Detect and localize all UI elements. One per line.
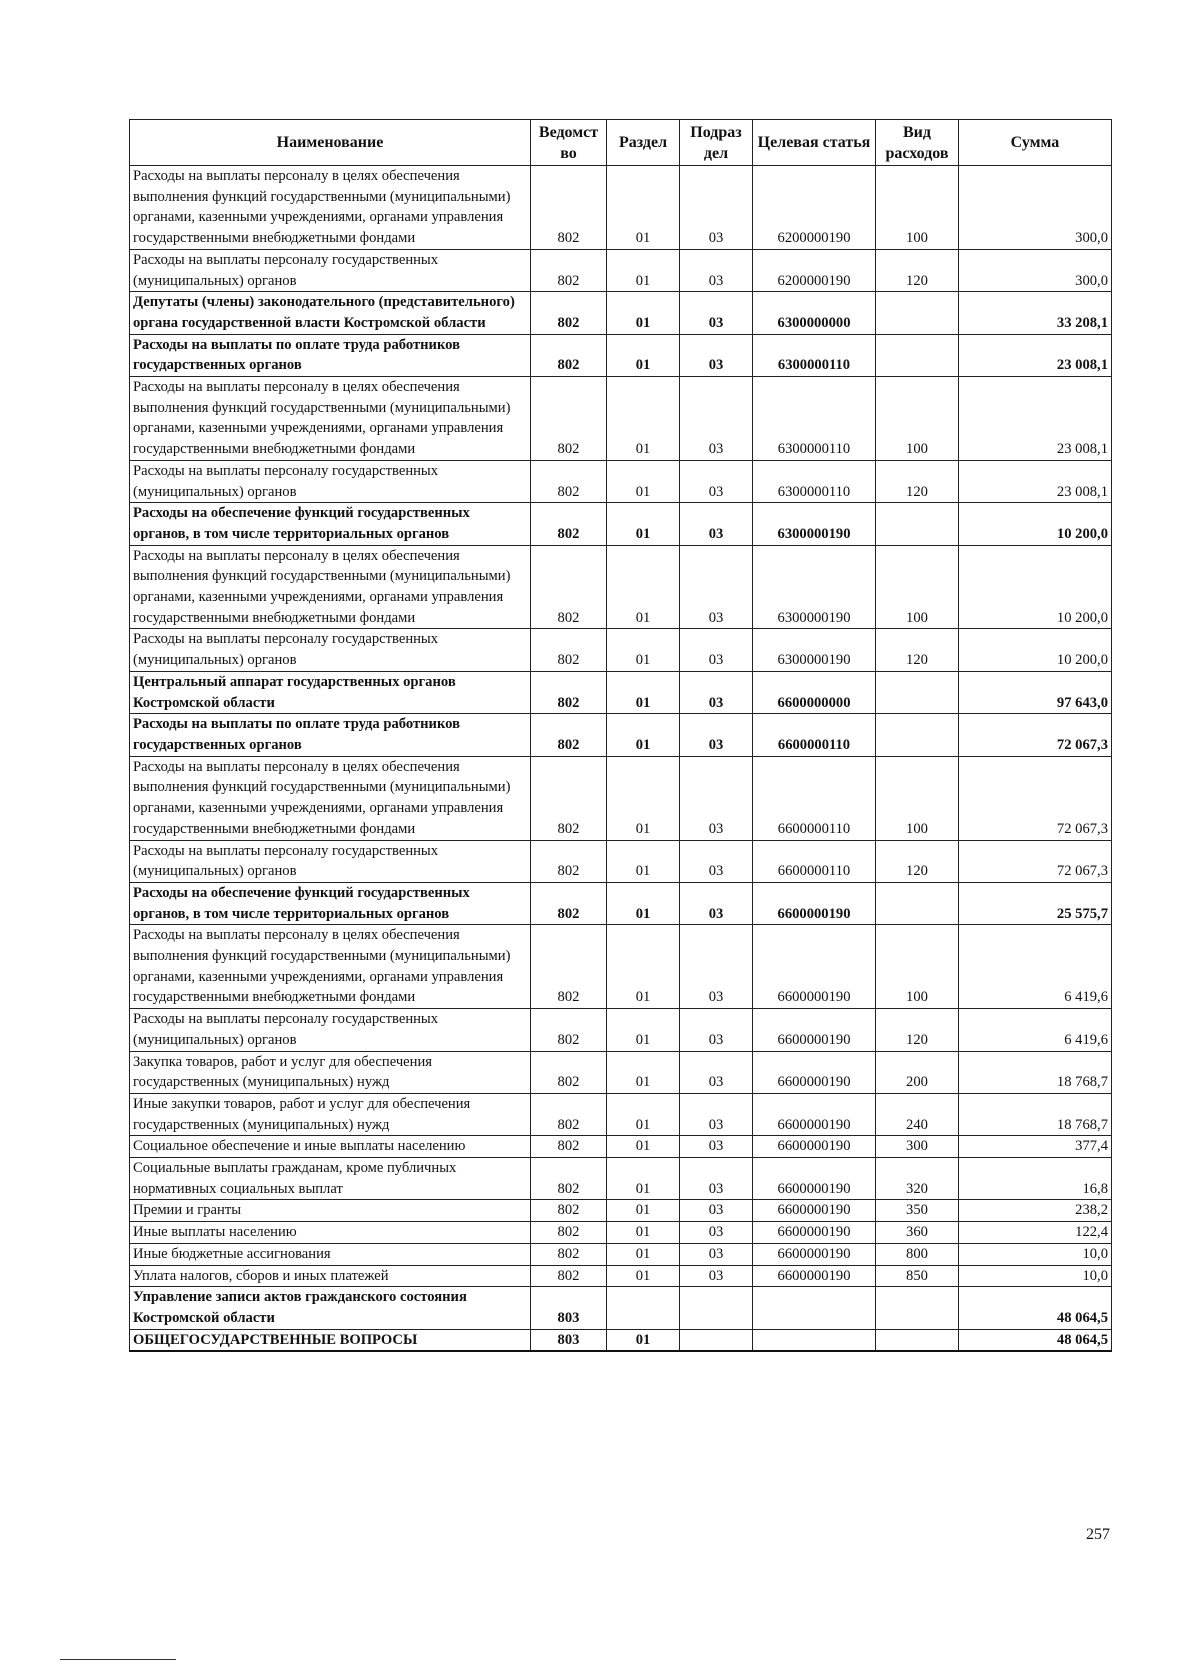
table-row	[130, 925, 1112, 1009]
cell-razdel: 01	[607, 1093, 680, 1135]
cell-vedomstvo: 802	[531, 714, 607, 756]
cell-celevaya-statya: 6600000190	[753, 1243, 876, 1265]
header-razdel: Раздел	[607, 120, 680, 166]
cell-name: Расходы на выплаты персоналу в целях обеспечения выполнения функций государственными (муниципальными) органами, казенными учреждениями, органами управления государственными внебюджетными фондами	[130, 545, 531, 629]
cell-vid-rashodov: 850	[876, 1265, 959, 1287]
cell-vedomstvo: 802	[531, 1136, 607, 1158]
cell-podrazdel: 03	[680, 882, 753, 924]
cell-summa: 18 768,7	[959, 1051, 1112, 1093]
cell-podrazdel: 03	[680, 1265, 753, 1287]
footnote-rule	[60, 1659, 176, 1660]
cell-celevaya-statya: 6300000110	[753, 460, 876, 502]
cell-vedomstvo: 802	[531, 1158, 607, 1200]
cell-vedomstvo: 802	[531, 1243, 607, 1265]
cell-summa: 16,8	[959, 1158, 1112, 1200]
table-row	[130, 840, 1112, 882]
cell-podrazdel: 03	[680, 1222, 753, 1244]
table-row	[130, 714, 1112, 756]
cell-podrazdel: 03	[680, 840, 753, 882]
cell-podrazdel: 03	[680, 1158, 753, 1200]
cell-vid-rashodov	[876, 1287, 959, 1329]
cell-name: Расходы на выплаты персоналу в целях обеспечения выполнения функций государственными (муниципальными) органами, казенными учреждениями, органами управления государственными внебюджетными фондами	[130, 166, 531, 250]
cell-razdel: 01	[607, 1009, 680, 1051]
table-row	[130, 503, 1112, 545]
cell-celevaya-statya: 6300000190	[753, 545, 876, 629]
cell-vid-rashodov	[876, 334, 959, 376]
table-row	[130, 249, 1112, 291]
cell-vid-rashodov	[876, 503, 959, 545]
cell-vedomstvo: 802	[531, 460, 607, 502]
cell-vid-rashodov: 100	[876, 377, 959, 461]
cell-podrazdel: 03	[680, 925, 753, 1009]
cell-celevaya-statya	[753, 1287, 876, 1329]
cell-vid-rashodov: 300	[876, 1136, 959, 1158]
cell-vid-rashodov: 240	[876, 1093, 959, 1135]
cell-vid-rashodov: 120	[876, 840, 959, 882]
cell-vedomstvo: 802	[531, 377, 607, 461]
cell-vedomstvo: 803	[531, 1329, 607, 1351]
budget-table	[129, 119, 1112, 1352]
cell-summa: 122,4	[959, 1222, 1112, 1244]
cell-celevaya-statya: 6600000110	[753, 840, 876, 882]
cell-celevaya-statya: 6600000190	[753, 1200, 876, 1222]
cell-name: Депутаты (члены) законодательного (представительного) органа государственной власти Костромской области	[130, 292, 531, 334]
cell-name: Расходы на выплаты персоналу в целях обеспечения выполнения функций государственными (муниципальными) органами, казенными учреждениями, органами управления государственными внебюджетными фондами	[130, 925, 531, 1009]
table-row	[130, 882, 1112, 924]
cell-name: Социальные выплаты гражданам, кроме публичных нормативных социальных выплат	[130, 1158, 531, 1200]
cell-summa: 72 067,3	[959, 756, 1112, 840]
cell-vedomstvo: 802	[531, 1093, 607, 1135]
cell-celevaya-statya: 6200000190	[753, 249, 876, 291]
cell-summa: 300,0	[959, 166, 1112, 250]
cell-razdel: 01	[607, 1051, 680, 1093]
cell-razdel: 01	[607, 249, 680, 291]
table-body	[130, 166, 1112, 1352]
cell-celevaya-statya: 6600000190	[753, 925, 876, 1009]
cell-vedomstvo: 802	[531, 1222, 607, 1244]
cell-vedomstvo: 802	[531, 629, 607, 671]
cell-name: Расходы на выплаты персоналу государственных (муниципальных) органов	[130, 1009, 531, 1051]
cell-podrazdel: 03	[680, 292, 753, 334]
cell-name: Иные выплаты населению	[130, 1222, 531, 1244]
cell-vedomstvo: 802	[531, 882, 607, 924]
cell-summa: 72 067,3	[959, 840, 1112, 882]
page-number: 257	[1086, 1526, 1110, 1543]
cell-name: Расходы на выплаты по оплате труда работников государственных органов	[130, 334, 531, 376]
budget-sheet	[129, 119, 1111, 1352]
cell-podrazdel	[680, 1287, 753, 1329]
table-row	[130, 1329, 1112, 1351]
cell-vedomstvo: 802	[531, 1051, 607, 1093]
cell-celevaya-statya: 6300000190	[753, 629, 876, 671]
cell-summa: 238,2	[959, 1200, 1112, 1222]
cell-podrazdel: 03	[680, 629, 753, 671]
cell-razdel: 01	[607, 1243, 680, 1265]
cell-celevaya-statya: 6300000110	[753, 377, 876, 461]
cell-podrazdel: 03	[680, 460, 753, 502]
cell-podrazdel: 03	[680, 756, 753, 840]
cell-vedomstvo: 802	[531, 925, 607, 1009]
cell-razdel: 01	[607, 629, 680, 671]
cell-podrazdel: 03	[680, 714, 753, 756]
cell-celevaya-statya: 6600000190	[753, 1265, 876, 1287]
table-header-row	[130, 120, 1112, 166]
cell-podrazdel: 03	[680, 545, 753, 629]
cell-vedomstvo: 802	[531, 334, 607, 376]
cell-vid-rashodov: 100	[876, 545, 959, 629]
cell-razdel: 01	[607, 671, 680, 713]
cell-celevaya-statya: 6600000110	[753, 714, 876, 756]
cell-celevaya-statya: 6300000000	[753, 292, 876, 334]
cell-vid-rashodov	[876, 882, 959, 924]
table-row	[130, 460, 1112, 502]
cell-name: Закупка товаров, работ и услуг для обеспечения государственных (муниципальных) нужд	[130, 1051, 531, 1093]
cell-razdel: 01	[607, 882, 680, 924]
cell-podrazdel: 03	[680, 377, 753, 461]
cell-celevaya-statya: 6600000190	[753, 1009, 876, 1051]
table-row	[130, 671, 1112, 713]
cell-vid-rashodov: 120	[876, 249, 959, 291]
cell-name: Иные закупки товаров, работ и услуг для обеспечения государственных (муниципальных) нужд	[130, 1093, 531, 1135]
cell-name: Расходы на выплаты персоналу государственных (муниципальных) органов	[130, 629, 531, 671]
cell-celevaya-statya	[753, 1329, 876, 1351]
table-row	[130, 1265, 1112, 1287]
cell-name: ОБЩЕГОСУДАРСТВЕННЫЕ ВОПРОСЫ	[130, 1329, 531, 1351]
cell-vid-rashodov	[876, 292, 959, 334]
cell-celevaya-statya: 6600000190	[753, 1136, 876, 1158]
cell-celevaya-statya: 6300000110	[753, 334, 876, 376]
cell-razdel: 01	[607, 377, 680, 461]
cell-podrazdel: 03	[680, 334, 753, 376]
header-summa: Сумма	[959, 120, 1112, 166]
table-row	[130, 1200, 1112, 1222]
cell-razdel: 01	[607, 460, 680, 502]
cell-razdel: 01	[607, 714, 680, 756]
cell-vedomstvo: 802	[531, 166, 607, 250]
cell-podrazdel: 03	[680, 1200, 753, 1222]
cell-name: Социальное обеспечение и иные выплаты населению	[130, 1136, 531, 1158]
cell-celevaya-statya: 6600000190	[753, 1093, 876, 1135]
cell-podrazdel: 03	[680, 1136, 753, 1158]
cell-vedomstvo: 802	[531, 1009, 607, 1051]
cell-celevaya-statya: 6600000190	[753, 1051, 876, 1093]
cell-razdel: 01	[607, 545, 680, 629]
table-row	[130, 292, 1112, 334]
cell-vid-rashodov: 320	[876, 1158, 959, 1200]
cell-name: Уплата налогов, сборов и иных платежей	[130, 1265, 531, 1287]
cell-razdel: 01	[607, 840, 680, 882]
cell-razdel: 01	[607, 166, 680, 250]
table-row	[130, 1158, 1112, 1200]
cell-vid-rashodov: 120	[876, 1009, 959, 1051]
table-row	[130, 1287, 1112, 1329]
cell-razdel: 01	[607, 334, 680, 376]
header-celevaya-statya: Целевая статья	[753, 120, 876, 166]
cell-summa: 10 200,0	[959, 545, 1112, 629]
table-row	[130, 377, 1112, 461]
cell-summa: 97 643,0	[959, 671, 1112, 713]
cell-vedomstvo: 802	[531, 249, 607, 291]
cell-vid-rashodov: 200	[876, 1051, 959, 1093]
cell-summa: 18 768,7	[959, 1093, 1112, 1135]
cell-summa: 23 008,1	[959, 377, 1112, 461]
cell-name: Расходы на выплаты персоналу государственных (муниципальных) органов	[130, 460, 531, 502]
cell-summa: 10 200,0	[959, 629, 1112, 671]
cell-celevaya-statya: 6200000190	[753, 166, 876, 250]
header-vedomstvo: Ведомст во	[531, 120, 607, 166]
cell-vedomstvo: 802	[531, 840, 607, 882]
cell-name: Расходы на обеспечение функций государственных органов, в том числе территориальных органов	[130, 882, 531, 924]
cell-summa: 33 208,1	[959, 292, 1112, 334]
cell-vid-rashodov: 120	[876, 629, 959, 671]
cell-name: Центральный аппарат государственных органов Костромской области	[130, 671, 531, 713]
cell-vid-rashodov: 800	[876, 1243, 959, 1265]
cell-razdel: 01	[607, 1329, 680, 1351]
cell-podrazdel: 03	[680, 166, 753, 250]
cell-razdel	[607, 1287, 680, 1329]
table-row	[130, 629, 1112, 671]
cell-vid-rashodov: 100	[876, 756, 959, 840]
cell-vid-rashodov	[876, 671, 959, 713]
cell-vid-rashodov: 100	[876, 166, 959, 250]
cell-vedomstvo: 803	[531, 1287, 607, 1329]
cell-vedomstvo: 802	[531, 671, 607, 713]
cell-summa: 377,4	[959, 1136, 1112, 1158]
cell-summa: 48 064,5	[959, 1287, 1112, 1329]
cell-summa: 10,0	[959, 1243, 1112, 1265]
cell-celevaya-statya: 6600000000	[753, 671, 876, 713]
header-podrazdel: Подраз дел	[680, 120, 753, 166]
cell-celevaya-statya: 6600000190	[753, 1222, 876, 1244]
cell-razdel: 01	[607, 292, 680, 334]
cell-summa: 10,0	[959, 1265, 1112, 1287]
cell-vid-rashodov: 120	[876, 460, 959, 502]
cell-razdel: 01	[607, 1200, 680, 1222]
cell-razdel: 01	[607, 503, 680, 545]
header-vid-rashodov: Вид расходов	[876, 120, 959, 166]
cell-celevaya-statya: 6300000190	[753, 503, 876, 545]
cell-summa: 23 008,1	[959, 334, 1112, 376]
cell-name: Иные бюджетные ассигнования	[130, 1243, 531, 1265]
table-row	[130, 166, 1112, 250]
table-row	[130, 1243, 1112, 1265]
cell-name: Расходы на выплаты персоналу государственных (муниципальных) органов	[130, 249, 531, 291]
cell-vid-rashodov: 350	[876, 1200, 959, 1222]
table-row	[130, 1051, 1112, 1093]
table-row	[130, 756, 1112, 840]
cell-name: Расходы на выплаты персоналу государственных (муниципальных) органов	[130, 840, 531, 882]
cell-vid-rashodov	[876, 1329, 959, 1351]
cell-razdel: 01	[607, 1222, 680, 1244]
table-row	[130, 1136, 1112, 1158]
cell-razdel: 01	[607, 1136, 680, 1158]
cell-summa: 72 067,3	[959, 714, 1112, 756]
cell-name: Расходы на выплаты персоналу в целях обеспечения выполнения функций государственными (муниципальными) органами, казенными учреждениями, органами управления государственными внебюджетными фондами	[130, 756, 531, 840]
cell-name: Расходы на выплаты персоналу в целях обеспечения выполнения функций государственными (муниципальными) органами, казенными учреждениями, органами управления государственными внебюджетными фондами	[130, 377, 531, 461]
cell-razdel: 01	[607, 1265, 680, 1287]
cell-summa: 6 419,6	[959, 1009, 1112, 1051]
cell-celevaya-statya: 6600000190	[753, 1158, 876, 1200]
cell-summa: 6 419,6	[959, 925, 1112, 1009]
cell-vid-rashodov: 360	[876, 1222, 959, 1244]
cell-podrazdel: 03	[680, 1093, 753, 1135]
cell-vedomstvo: 802	[531, 756, 607, 840]
cell-vedomstvo: 802	[531, 1265, 607, 1287]
table-row	[130, 1222, 1112, 1244]
header-name: Наименование	[130, 120, 531, 166]
cell-vedomstvo: 802	[531, 503, 607, 545]
table-row	[130, 1093, 1112, 1135]
table-row	[130, 1009, 1112, 1051]
cell-celevaya-statya: 6600000190	[753, 882, 876, 924]
cell-celevaya-statya: 6600000110	[753, 756, 876, 840]
cell-razdel: 01	[607, 925, 680, 1009]
cell-name: Расходы на обеспечение функций государственных органов, в том числе территориальных органов	[130, 503, 531, 545]
cell-podrazdel: 03	[680, 1051, 753, 1093]
cell-podrazdel: 03	[680, 1243, 753, 1265]
cell-name: Премии и гранты	[130, 1200, 531, 1222]
cell-name: Управление записи актов гражданского состояния Костромской области	[130, 1287, 531, 1329]
cell-razdel: 01	[607, 756, 680, 840]
table-row	[130, 334, 1112, 376]
cell-summa: 300,0	[959, 249, 1112, 291]
cell-summa: 10 200,0	[959, 503, 1112, 545]
table-row	[130, 545, 1112, 629]
cell-vedomstvo: 802	[531, 545, 607, 629]
cell-summa: 48 064,5	[959, 1329, 1112, 1351]
cell-podrazdel: 03	[680, 503, 753, 545]
cell-podrazdel: 03	[680, 1009, 753, 1051]
cell-vedomstvo: 802	[531, 292, 607, 334]
cell-podrazdel: 03	[680, 249, 753, 291]
cell-summa: 23 008,1	[959, 460, 1112, 502]
cell-vid-rashodov	[876, 714, 959, 756]
cell-summa: 25 575,7	[959, 882, 1112, 924]
cell-vid-rashodov: 100	[876, 925, 959, 1009]
cell-razdel: 01	[607, 1158, 680, 1200]
cell-name: Расходы на выплаты по оплате труда работников государственных органов	[130, 714, 531, 756]
cell-podrazdel	[680, 1329, 753, 1351]
cell-vedomstvo: 802	[531, 1200, 607, 1222]
cell-podrazdel: 03	[680, 671, 753, 713]
